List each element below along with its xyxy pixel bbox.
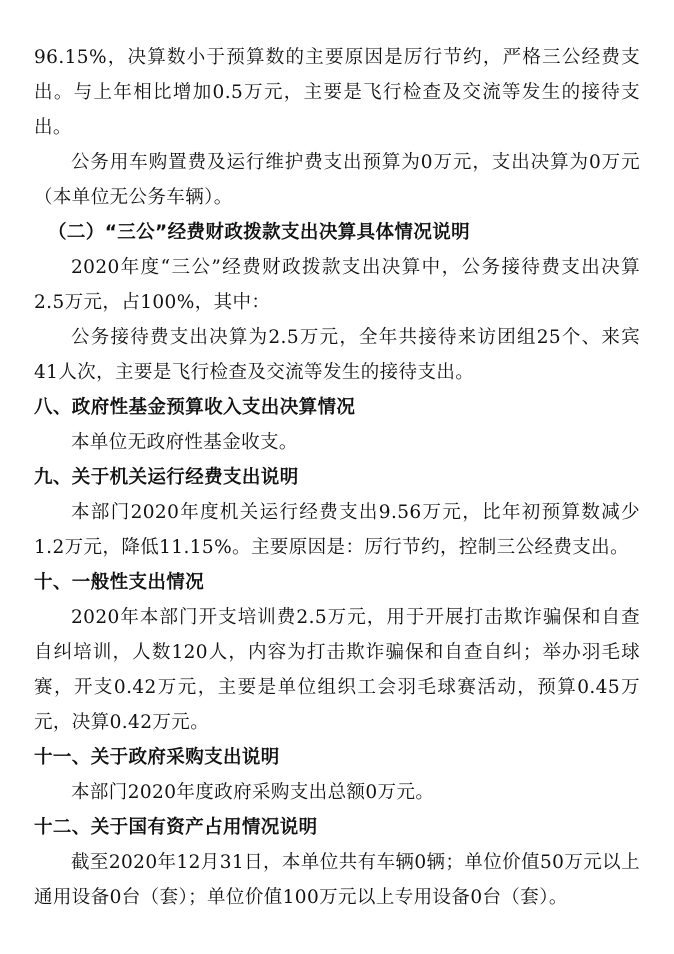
- paragraph-procurement: 本部门2020年度政府采购支出总额0万元。: [71, 782, 435, 803]
- subheading-sangong-details: （二）“三公”经费财政拨款支出决算具体情况说明: [48, 222, 471, 243]
- heading-section-10: 十、一般性支出情况: [34, 572, 205, 593]
- paragraph-government-fund: 本单位无政府性基金收支。: [71, 432, 298, 453]
- paragraph-reception-expenses: 公务接待费支出决算为2.5万元，全年共接待来访团组25个、来宾41人次，主要是飞行检查及交流等发生的接待支出。: [34, 327, 640, 383]
- heading-section-9: 九、关于机关运行经费支出说明: [34, 467, 299, 488]
- heading-section-12: 十二、关于国有资产占用情况说明: [34, 817, 318, 838]
- paragraph-official-vehicles: 公务用车购置费及运行维护费支出预算为0万元，支出决算为0万元（本单位无公务车辆）。: [34, 152, 640, 208]
- paragraph-state-assets: 截至2020年12月31日，本单位共有车辆0辆；单位价值50万元以上通用设备0台（套）；单位价值100万元以上专用设备0台（套）。: [34, 852, 640, 908]
- heading-section-11: 十一、关于政府采购支出说明: [34, 747, 280, 768]
- paragraph-sangong-final-accounts: 2020年度“三公”经费财政拨款支出决算中，公务接待费支出决算2.5万元，占100%，其中：: [34, 257, 640, 313]
- paragraph-operating-expenses: 本部门2020年度机关运行经费支出9.56万元，比年初预算数减少1.2万元，降低11.15%。主要原因是：厉行节约，控制三公经费支出。: [34, 502, 640, 558]
- paragraph-sangong-budget-ratio: 96.15%，决算数小于预算数的主要原因是厉行节约，严格三公经费支出。与上年相比增加0.5万元，主要是飞行检查及交流等发生的接待支出。: [34, 47, 640, 138]
- heading-section-8: 八、政府性基金预算收入支出决算情况: [34, 397, 356, 418]
- paragraph-general-expenses: 2020年本部门开支培训费2.5万元，用于开展打击欺诈骗保和自查自纠培训，人数120人，内容为打击欺诈骗保和自查自纠；举办羽毛球赛，开支0.42万元，主要是单位组织工会羽毛球赛活动，预算0.45万元，决算0.42万元。: [34, 607, 640, 733]
